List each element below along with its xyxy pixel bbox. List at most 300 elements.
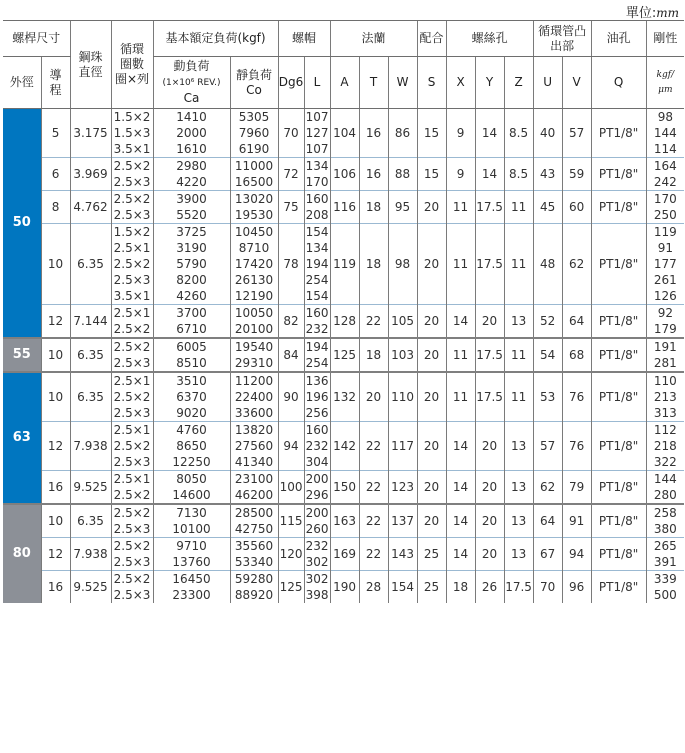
stiffness-cell: 191 <box>646 338 684 355</box>
stiffness-cell: 119 <box>646 224 684 241</box>
dyn-load-cell: 16450 <box>153 571 230 588</box>
L-cell: 160 <box>305 306 329 320</box>
T-cell: 28 <box>359 571 388 604</box>
A-cell: 132 <box>330 372 359 422</box>
header-dyn-text: 動負荷 <box>173 59 210 73</box>
header-W: W <box>388 57 417 109</box>
Q-cell: PT1/8" <box>591 471 646 505</box>
dyn-load-cell: 5790 <box>153 256 230 272</box>
header-Q: Q <box>591 57 646 109</box>
stiffness-cell: 500 <box>646 587 684 603</box>
stat-load-cell: 23100 <box>230 471 278 488</box>
Q-cell: PT1/8" <box>591 504 646 538</box>
Y-cell: 17.5 <box>475 224 504 305</box>
stat-load-cell: 19530 <box>230 207 278 224</box>
stiffness-cell: 144 <box>646 471 684 488</box>
dyn-load-cell: 6710 <box>153 321 230 338</box>
table-row <box>3 224 684 241</box>
S-cell: 15 <box>417 109 446 158</box>
od-50: 50 <box>3 109 41 339</box>
stiffness-cell: 92 <box>646 305 684 322</box>
W-cell: 105 <box>388 305 417 339</box>
dyn-load-cell: 10100 <box>153 521 230 538</box>
U-cell: 57 <box>533 422 562 471</box>
dg6-cell: 100 <box>278 471 304 505</box>
Z-cell: 8.5 <box>504 109 533 158</box>
header-dyn-sub: (1×10⁶ REV.) <box>162 78 221 88</box>
header-ball-dia-text: 鋼珠直徑 <box>78 49 103 79</box>
table-row <box>3 471 684 488</box>
L-cell: 208 <box>305 208 329 222</box>
circuits-cell: 2.5×3 <box>111 272 153 288</box>
Q-cell: PT1/8" <box>591 191 646 224</box>
header-A: A <box>330 57 359 109</box>
table-header <box>3 21 684 109</box>
A-cell: 116 <box>330 191 359 224</box>
lead-cell: 12 <box>41 305 70 339</box>
V-cell: 79 <box>562 471 591 505</box>
Y-cell: 14 <box>475 158 504 191</box>
circuits-cell: 2.5×1 <box>111 240 153 256</box>
stat-load-cell: 33600 <box>230 405 278 422</box>
header-circuits-sub: 圈×列 <box>114 72 150 86</box>
dyn-load-cell: 3725 <box>153 224 230 241</box>
W-cell: 86 <box>388 109 417 158</box>
circuits-cell: 2.5×1 <box>111 305 153 322</box>
U-cell: 40 <box>533 109 562 158</box>
ball-screw-spec-table <box>3 20 684 603</box>
stat-load-cell: 17420 <box>230 256 278 272</box>
dg6-cell: 70 <box>278 109 304 158</box>
circuits-cell: 2.5×2 <box>111 389 153 405</box>
S-cell: 20 <box>417 305 446 339</box>
Z-cell: 13 <box>504 471 533 505</box>
X-cell: 9 <box>446 109 475 158</box>
header-lead-text: 導程 <box>49 67 62 97</box>
dyn-load-cell: 2980 <box>153 158 230 175</box>
dyn-load-cell: 2000 <box>153 125 230 141</box>
W-cell: 103 <box>388 338 417 372</box>
circuits-cell: 2.5×2 <box>111 438 153 454</box>
Y-cell: 17.5 <box>475 338 504 372</box>
lead-cell: 10 <box>41 338 70 372</box>
dyn-load-cell: 13760 <box>153 554 230 571</box>
header-bolt-holes: 螺絲孔 <box>446 21 533 57</box>
A-cell: 125 <box>330 338 359 372</box>
U-cell: 45 <box>533 191 562 224</box>
A-cell: 163 <box>330 504 359 538</box>
dg6-cell: 90 <box>278 372 304 422</box>
dyn-load-cell: 9710 <box>153 538 230 555</box>
S-cell: 25 <box>417 571 446 604</box>
circuits-cell: 2.5×3 <box>111 174 153 191</box>
circuits-cell: 2.5×2 <box>111 321 153 338</box>
circuits-cell: 2.5×2 <box>111 191 153 208</box>
U-cell: 64 <box>533 504 562 538</box>
U-cell: 53 <box>533 372 562 422</box>
W-cell: 88 <box>388 158 417 191</box>
table-row <box>3 422 684 439</box>
X-cell: 14 <box>446 422 475 471</box>
header-row-1 <box>3 21 684 57</box>
ball-dia-cell: 7.938 <box>70 538 111 571</box>
X-cell: 18 <box>446 571 475 604</box>
L-cell: 160 <box>305 423 329 437</box>
unit-mm: mm <box>656 6 679 20</box>
header-ball-dia <box>70 21 111 109</box>
ball-dia-cell: 6.35 <box>70 338 111 372</box>
Y-cell: 14 <box>475 109 504 158</box>
circuits-cell: 2.5×2 <box>111 158 153 175</box>
S-cell: 20 <box>417 224 446 305</box>
Y-cell: 20 <box>475 422 504 471</box>
lead-cell: 8 <box>41 191 70 224</box>
Z-cell: 11 <box>504 338 533 372</box>
L-cell: 107 <box>305 110 329 124</box>
L-cell: 134 <box>305 241 329 255</box>
stat-load-cell: 20100 <box>230 321 278 338</box>
Z-cell: 13 <box>504 538 533 571</box>
header-fit: 配合 <box>417 21 446 57</box>
stiffness-cell: 281 <box>646 355 684 372</box>
circuits-cell: 3.5×1 <box>111 288 153 305</box>
lead-cell: 16 <box>41 571 70 604</box>
L-cell: 232 <box>305 322 329 336</box>
S-cell: 20 <box>417 372 446 422</box>
stiffness-cell: 164 <box>646 158 684 175</box>
dg6-cell: 84 <box>278 338 304 372</box>
T-cell: 22 <box>359 422 388 471</box>
stat-load-cell: 13820 <box>230 422 278 439</box>
table-row <box>3 109 684 126</box>
stiffness-cell: 265 <box>646 538 684 555</box>
L-cell: 254 <box>305 273 329 287</box>
V-cell: 76 <box>562 372 591 422</box>
od-63: 63 <box>3 372 41 504</box>
W-cell: 123 <box>388 471 417 505</box>
stat-load-cell: 59280 <box>230 571 278 588</box>
L-cell: 260 <box>305 522 329 536</box>
V-cell: 57 <box>562 109 591 158</box>
stat-load-cell: 29310 <box>230 355 278 372</box>
stat-load-cell: 5305 <box>230 109 278 126</box>
Y-cell: 20 <box>475 471 504 505</box>
header-return-tube-text: 循環管凸出部 <box>538 23 587 53</box>
dyn-load-cell: 12250 <box>153 454 230 471</box>
lead-cell: 10 <box>41 504 70 538</box>
T-cell: 22 <box>359 504 388 538</box>
table-row <box>3 191 684 208</box>
header-od: 外徑 <box>3 57 41 109</box>
L-cell: 304 <box>305 455 329 469</box>
table-row <box>3 338 684 355</box>
lead-cell: 12 <box>41 538 70 571</box>
Y-cell: 20 <box>475 504 504 538</box>
stat-load-cell: 6190 <box>230 141 278 158</box>
header-screw-size: 螺桿尺寸 <box>3 21 70 57</box>
L-cell: 107 <box>305 142 329 156</box>
ball-dia-cell: 3.175 <box>70 109 111 158</box>
dyn-load-cell: 4760 <box>153 422 230 439</box>
stiffness-cell: 213 <box>646 389 684 405</box>
stat-load-cell: 13020 <box>230 191 278 208</box>
header-L: L <box>304 57 330 109</box>
V-cell: 91 <box>562 504 591 538</box>
A-cell: 104 <box>330 109 359 158</box>
stat-load-cell: 10450 <box>230 224 278 241</box>
header-circuits-text: 循環圈數 <box>120 42 145 71</box>
X-cell: 11 <box>446 224 475 305</box>
L-cell: 194 <box>305 257 329 271</box>
stat-load-cell: 7960 <box>230 125 278 141</box>
stiffness-cell: 98 <box>646 109 684 126</box>
stiffness-cell: 391 <box>646 554 684 571</box>
stat-load-cell: 27560 <box>230 438 278 454</box>
Q-cell: PT1/8" <box>591 538 646 571</box>
X-cell: 11 <box>446 372 475 422</box>
stat-load-cell: 8710 <box>230 240 278 256</box>
W-cell: 143 <box>388 538 417 571</box>
U-cell: 54 <box>533 338 562 372</box>
stiffness-cell: 313 <box>646 405 684 422</box>
dyn-load-cell: 23300 <box>153 587 230 603</box>
header-return-tube <box>533 21 591 57</box>
stat-load-cell: 42750 <box>230 521 278 538</box>
Z-cell: 13 <box>504 422 533 471</box>
U-cell: 70 <box>533 571 562 604</box>
header-dyn <box>153 57 230 109</box>
table-body <box>3 109 684 604</box>
stat-load-cell: 41340 <box>230 454 278 471</box>
circuits-cell: 2.5×2 <box>111 538 153 555</box>
Z-cell: 11 <box>504 224 533 305</box>
circuits-cell: 2.5×3 <box>111 554 153 571</box>
Q-cell: PT1/8" <box>591 571 646 604</box>
header-T: T <box>359 57 388 109</box>
L-cell: 200 <box>305 472 329 486</box>
U-cell: 43 <box>533 158 562 191</box>
Q-cell: PT1/8" <box>591 422 646 471</box>
stiffness-cell: 258 <box>646 504 684 521</box>
L-cell: 302 <box>305 555 329 569</box>
L-cell: 232 <box>305 539 329 553</box>
L-cell: 154 <box>305 225 329 239</box>
ball-dia-cell: 9.525 <box>70 571 111 604</box>
S-cell: 20 <box>417 422 446 471</box>
dyn-load-cell: 7130 <box>153 504 230 521</box>
L-cell: 232 <box>305 439 329 453</box>
A-cell: 190 <box>330 571 359 604</box>
stat-load-cell: 26130 <box>230 272 278 288</box>
stiffness-cell: 110 <box>646 372 684 389</box>
dyn-load-cell: 4220 <box>153 174 230 191</box>
L-cell: 134 <box>305 159 329 173</box>
T-cell: 16 <box>359 158 388 191</box>
A-cell: 169 <box>330 538 359 571</box>
Q-cell: PT1/8" <box>591 158 646 191</box>
unit-text: 單位: <box>625 6 657 21</box>
T-cell: 18 <box>359 224 388 305</box>
table-row <box>3 158 684 175</box>
table-row <box>3 538 684 555</box>
dg6-cell: 125 <box>278 571 304 604</box>
stiffness-cell: 261 <box>646 272 684 288</box>
X-cell: 14 <box>446 471 475 505</box>
Q-cell: PT1/8" <box>591 109 646 158</box>
Q-cell: PT1/8" <box>591 338 646 372</box>
X-cell: 11 <box>446 191 475 224</box>
circuits-cell: 2.5×3 <box>111 521 153 538</box>
header-S: S <box>417 57 446 109</box>
stiffness-cell: 250 <box>646 207 684 224</box>
Z-cell: 13 <box>504 305 533 339</box>
W-cell: 95 <box>388 191 417 224</box>
circuits-cell: 1.5×3 <box>111 125 153 141</box>
dyn-load-cell: 3900 <box>153 191 230 208</box>
T-cell: 18 <box>359 191 388 224</box>
S-cell: 20 <box>417 504 446 538</box>
dyn-load-cell: 3700 <box>153 305 230 322</box>
circuits-cell: 2.5×1 <box>111 471 153 488</box>
stiffness-cell: 179 <box>646 321 684 338</box>
L-cell: 154 <box>305 289 329 303</box>
dyn-load-cell: 1610 <box>153 141 230 158</box>
ball-dia-cell: 6.35 <box>70 372 111 422</box>
circuits-cell: 1.5×2 <box>111 224 153 241</box>
header-Z: Z <box>504 57 533 109</box>
ball-dia-cell: 6.35 <box>70 504 111 538</box>
circuits-cell: 2.5×3 <box>111 454 153 471</box>
L-cell: 127 <box>305 126 329 140</box>
dg6-cell: 75 <box>278 191 304 224</box>
lead-cell: 16 <box>41 471 70 505</box>
V-cell: 76 <box>562 422 591 471</box>
T-cell: 22 <box>359 305 388 339</box>
ball-dia-cell: 6.35 <box>70 224 111 305</box>
T-cell: 20 <box>359 372 388 422</box>
Z-cell: 11 <box>504 191 533 224</box>
dyn-load-cell: 8510 <box>153 355 230 372</box>
U-cell: 62 <box>533 471 562 505</box>
header-V: V <box>562 57 591 109</box>
circuits-cell: 2.5×1 <box>111 372 153 389</box>
table-row <box>3 571 684 588</box>
L-cell: 200 <box>305 506 329 520</box>
lead-cell: 12 <box>41 422 70 471</box>
W-cell: 110 <box>388 372 417 422</box>
stat-load-cell: 35560 <box>230 538 278 555</box>
header-nut: 螺帽 <box>278 21 330 57</box>
header-stiffness: 剛性 <box>646 21 684 57</box>
header-stiff-unit-text: kgf/μm <box>656 69 675 95</box>
circuits-cell: 2.5×2 <box>111 504 153 521</box>
stat-load-cell: 11000 <box>230 158 278 175</box>
header-Y: Y <box>475 57 504 109</box>
dyn-load-cell: 9020 <box>153 405 230 422</box>
dyn-load-cell: 8200 <box>153 272 230 288</box>
Z-cell: 17.5 <box>504 571 533 604</box>
Y-cell: 20 <box>475 538 504 571</box>
stat-load-cell: 22400 <box>230 389 278 405</box>
header-load-rating-text: 基本額定負荷(kgf) <box>165 31 266 45</box>
dyn-load-cell: 6005 <box>153 338 230 355</box>
T-cell: 22 <box>359 471 388 505</box>
L-cell: 160 <box>305 192 329 206</box>
dyn-load-cell: 3510 <box>153 372 230 389</box>
stiffness-cell: 242 <box>646 174 684 191</box>
A-cell: 119 <box>330 224 359 305</box>
W-cell: 117 <box>388 422 417 471</box>
dg6-cell: 82 <box>278 305 304 339</box>
ball-dia-cell: 7.938 <box>70 422 111 471</box>
A-cell: 106 <box>330 158 359 191</box>
stiffness-cell: 144 <box>646 125 684 141</box>
Q-cell: PT1/8" <box>591 305 646 339</box>
dg6-cell: 78 <box>278 224 304 305</box>
circuits-cell: 3.5×1 <box>111 141 153 158</box>
dyn-load-cell: 5520 <box>153 207 230 224</box>
A-cell: 150 <box>330 471 359 505</box>
table-row <box>3 305 684 322</box>
L-cell: 194 <box>305 340 329 354</box>
stiffness-cell: 177 <box>646 256 684 272</box>
dyn-load-cell: 4260 <box>153 288 230 305</box>
lead-cell: 10 <box>41 224 70 305</box>
Y-cell: 17.5 <box>475 191 504 224</box>
stiffness-cell: 91 <box>646 240 684 256</box>
ball-dia-cell: 3.969 <box>70 158 111 191</box>
X-cell: 14 <box>446 504 475 538</box>
header-stiff-unit <box>646 57 684 109</box>
stat-load-cell: 19540 <box>230 338 278 355</box>
header-stat-text: 靜負荷 <box>236 67 273 82</box>
stat-load-cell: 16500 <box>230 174 278 191</box>
circuits-cell: 2.5×2 <box>111 487 153 504</box>
circuits-cell: 2.5×3 <box>111 207 153 224</box>
S-cell: 25 <box>417 538 446 571</box>
V-cell: 96 <box>562 571 591 604</box>
dg6-cell: 72 <box>278 158 304 191</box>
V-cell: 62 <box>562 224 591 305</box>
header-load-rating <box>153 21 278 57</box>
header-stat <box>230 57 278 109</box>
L-cell: 256 <box>305 406 329 420</box>
V-cell: 64 <box>562 305 591 339</box>
A-cell: 128 <box>330 305 359 339</box>
W-cell: 137 <box>388 504 417 538</box>
dyn-load-cell: 14600 <box>153 487 230 504</box>
header-stat-co: Co <box>246 82 262 97</box>
stat-load-cell: 53340 <box>230 554 278 571</box>
U-cell: 67 <box>533 538 562 571</box>
circuits-cell: 1.5×2 <box>111 109 153 126</box>
table-row <box>3 372 684 389</box>
L-cell: 296 <box>305 488 329 502</box>
stat-load-cell: 10050 <box>230 305 278 322</box>
stiffness-cell: 322 <box>646 454 684 471</box>
stiffness-cell: 280 <box>646 487 684 504</box>
stat-load-cell: 12190 <box>230 288 278 305</box>
X-cell: 14 <box>446 305 475 339</box>
S-cell: 20 <box>417 191 446 224</box>
X-cell: 14 <box>446 538 475 571</box>
header-dg6: Dg6 <box>278 57 304 109</box>
lead-cell: 10 <box>41 372 70 422</box>
Y-cell: 26 <box>475 571 504 604</box>
stiffness-cell: 114 <box>646 141 684 158</box>
L-cell: 398 <box>305 588 329 602</box>
V-cell: 68 <box>562 338 591 372</box>
